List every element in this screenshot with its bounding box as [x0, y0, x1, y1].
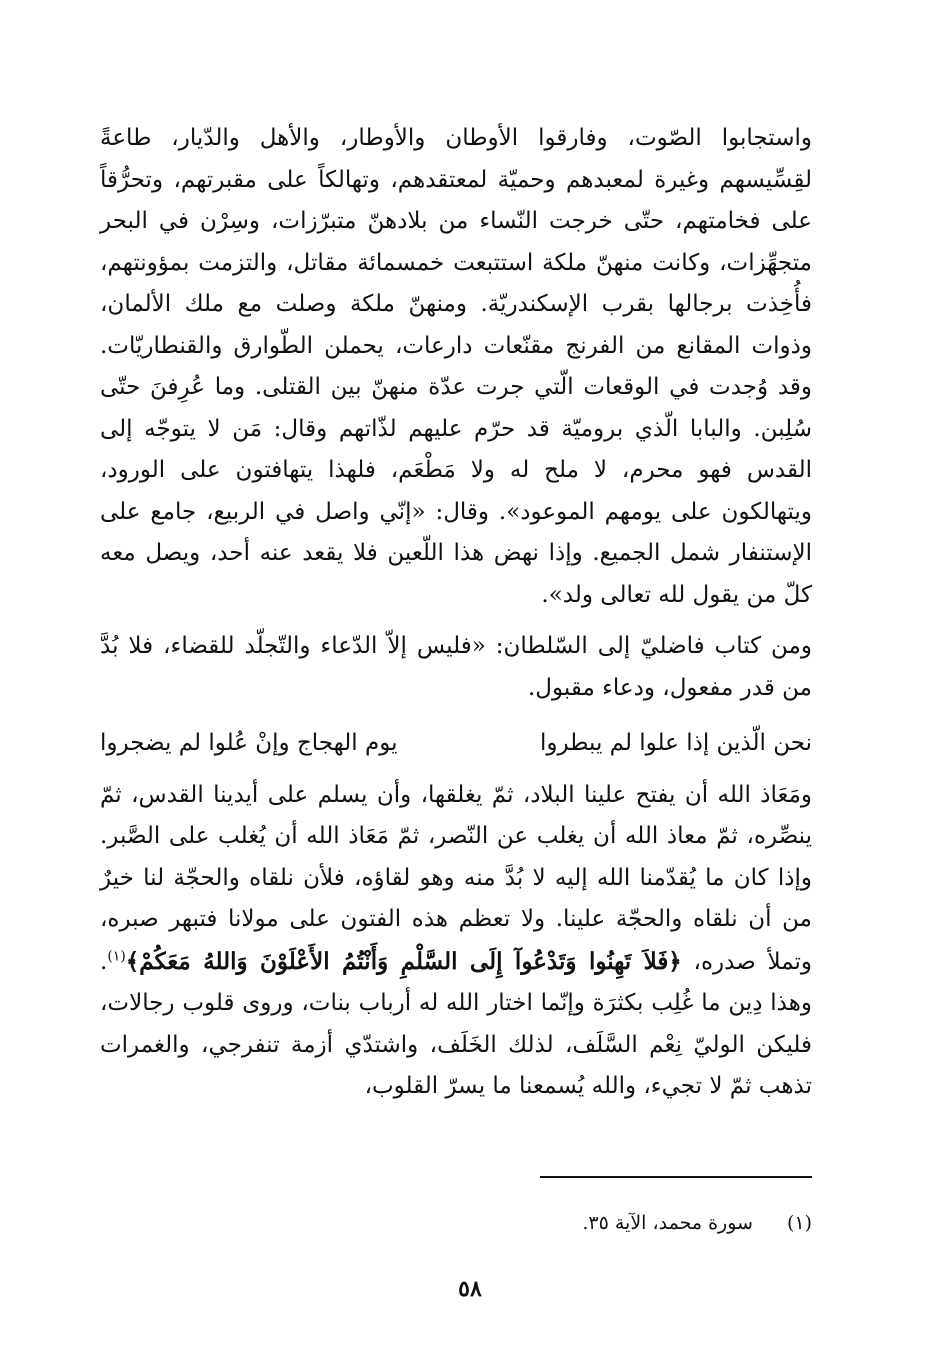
footnote: [400, 1208, 812, 1238]
paragraph-3-opening: ومَعَاذ الله أن يفتح علينا البلاد، ثمّ يغلقها، وأن يسلم على أيدينا القدس، ثمّ ينصِّره، ثمّ معاذ الله أن يغلب عن النّصر، ثمّ مَعَاذ الله أن يُغلب على الصَّبر. وإذا كان ما يُقدّمنا الله إليه لا بُدَّ منه وهو لقاؤه، فلأن نلقاه والحجّة لنا خيرٌ من أن نلقاه والحجّة علينا. ولا تعظم هذه الفتون على مولانا فتبهر صبره، وتملأ صدره،: [100, 781, 813, 975]
verse-second-hemistich: يوم الهجاج وإنْ عُلوا لم يضجروا: [100, 730, 398, 756]
footnote-text: سورة محمد، الآية ٣٥.: [582, 1212, 753, 1234]
page-number: ٥٨: [458, 1276, 482, 1302]
quran-quote: ﴿فَلاَ تَهِنُوا وَتَدْعُوآ إِلَى السَّلْمِ وَأَنْتُمُ الأَعْلَوْنَ وَاللهُ مَعَكُمْ﴾: [125, 947, 682, 975]
paragraph-3: [100, 775, 812, 1108]
footnote-number: (١): [786, 1212, 812, 1234]
main-text: [100, 118, 812, 1108]
paragraph-3-continuation: . وهذا دِين ما غُلِب بكثرَة وإنّما اختار الله له أرباب بنات، وروى قلوب رجالات، فليكن الوليّ نِعْم السَّلَف، لذلك الخَلَف، واشتدّي أزمة تنفرجي، والغمرات تذهب ثمّ لا تجيء، والله يُسمعنا ما يسرّ القلوب،: [100, 948, 812, 1099]
footnote-separator: [540, 1176, 812, 1178]
paragraph-2: ومن كتاب فاضليّ إلى السّلطان: «فليس إلاّ الدّعاء والتّجلّد للقضاء، فلا بُدَّ من قدر مفعول، ودعاء مقبول.: [100, 633, 812, 701]
footnote-reference: (١): [107, 947, 126, 964]
poetry-verse: [100, 723, 812, 765]
verse-first-hemistich: نحن الّذين إذا علوا لم يبطروا: [539, 730, 812, 756]
paragraph-1: واستجابوا الصّوت، وفارقوا الأوطان والأوطار، والأهل والدّيار، طاعةً لقِسِّيسهم وغيرة لمعبدهم وحميّة لمعتقدهم، وتهالكاً على مقبرتهم، وتحرُّقاً على فخامتهم، حتّى خرجت النّساء من بلادهنّ متبرّزات، وسِرْن في البحر متجهِّزات، وكانت منهنّ ملكة استتبعت خمسمائة مقاتل، والتزمت بمؤونتهم، فأُخِذت برجالها بقرب الإسكندريّة. ومنهنّ ملكة وصلت مع ملك الألمان، وذوات المقانع من الفرنج مقنّعات دارعات، يحملن الطّوارق والقنطاريّات. وقد وُجدت في الوقعات الّتي جرت عدّة منهنّ بين القتلى. وما عُرِفنَ حتّى سُلِبن. والبابا الّذي بروميّة قد حرّم عليهم لذّاتهم وقال: مَن لا يتوجّه إلى القدس فهو محرم، لا ملح له ولا مَطْعَم، فلهذا يتهافتون على الورود، ويتهالكون على يومهم الموعود». وقال: «إنّي واصل في الربيع، جامع على الإستنفار شمل الجميع. وإذا نهض هذا اللّعين فلا يقعد عنه أحد، ويصل معه كلّ من يقول لله تعالى ولد».: [100, 125, 812, 608]
